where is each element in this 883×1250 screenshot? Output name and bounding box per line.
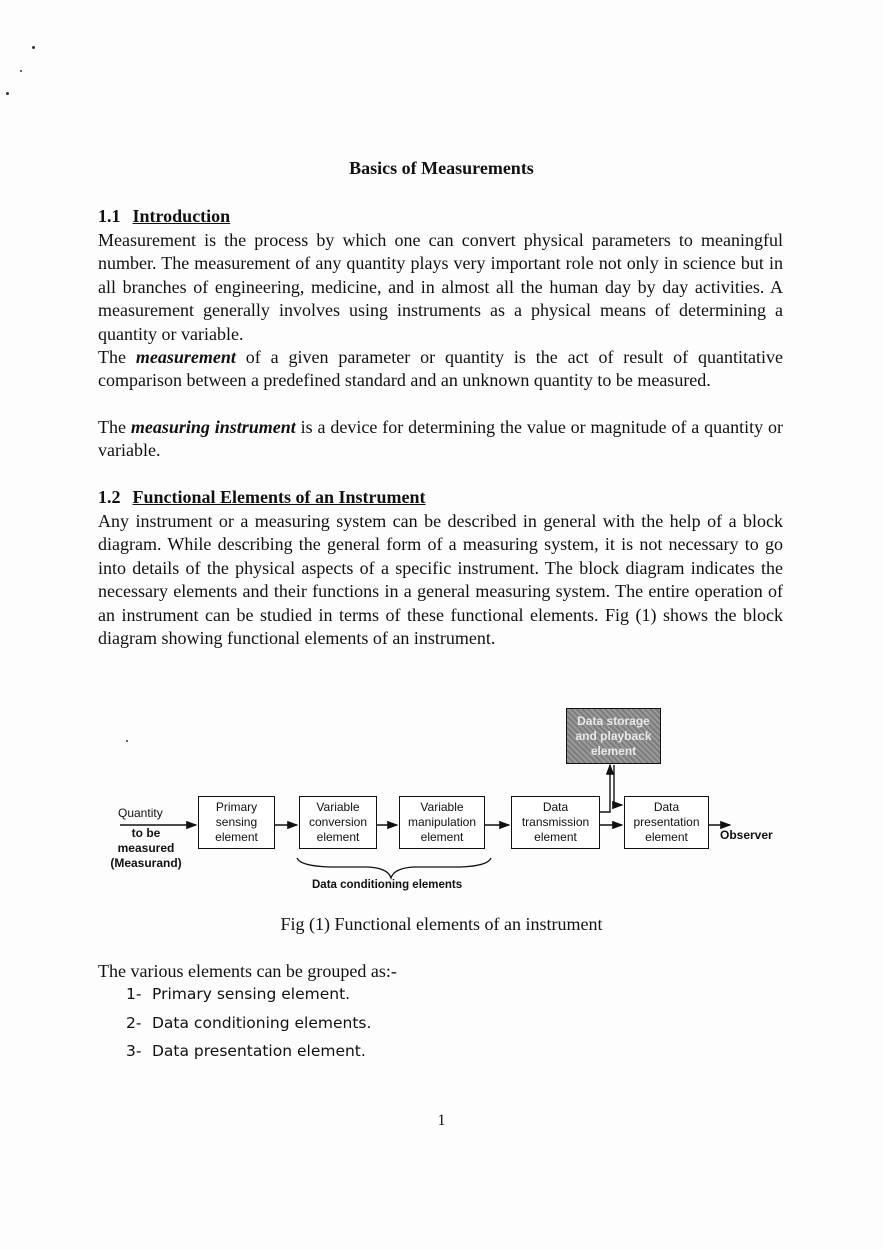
scan-speck: [32, 46, 35, 49]
list-item: 1- Primary sensing element.: [126, 985, 351, 1003]
primary-sensing-block: Primary sensing element: [198, 796, 275, 849]
section-title: Introduction: [132, 206, 231, 226]
storage-up-link: [600, 765, 610, 812]
input-label-quantity: Quantity: [118, 806, 163, 820]
conditioning-brace: [297, 858, 491, 878]
section-title: Functional Elements of an Instrument: [132, 487, 426, 507]
observer-label: Observer: [720, 828, 773, 842]
section-number: 1.2: [98, 487, 121, 507]
figure-caption: Fig (1) Functional elements of an instrument: [280, 914, 603, 934]
measuring-instrument-term: measuring instrument: [130, 417, 296, 437]
list-intro: The various elements can be grouped as:-: [98, 961, 397, 981]
section-heading-functional-elements: [98, 487, 426, 508]
data-presentation-block: Data presentation element: [624, 796, 709, 849]
section-number: 1.1: [98, 206, 121, 226]
data-conditioning-label: Data conditioning elements: [312, 879, 463, 891]
data-storage-block: Data storage and playback element: [566, 708, 661, 764]
scan-speck: [6, 92, 9, 95]
element-group-list: [126, 985, 371, 1071]
list-item: 2- Data conditioning elements.: [126, 1013, 372, 1032]
list-item: 3- Data presentation element.: [126, 1042, 366, 1060]
data-transmission-block: Data transmission element: [511, 796, 600, 849]
scan-speck: [20, 70, 22, 72]
measurement-term: measurement: [135, 347, 236, 367]
variable-conversion-block: Variable conversion element: [299, 796, 377, 849]
page-number: 1: [437, 1112, 446, 1129]
input-label-measurand: to be measured (Measurand): [110, 826, 182, 870]
variable-manipulation-block: Variable manipulation element: [399, 796, 485, 849]
instrument-definition-paragraph: The measuring instrument is a device for determining the value or magnitude of a quantity or variable.: [98, 417, 784, 461]
functional-elements-paragraph: Any instrument or a measuring system can be described in general with the help of a block diagram. While describing the general form of a measuring system, it is not necessary to go into details of the physical aspects of a specific instrument. The block diagram indicates the necessary elements and their functions in a general measuring system. The entire operation of an instrument can be studied in terms of these functional elements. Fig (1) shows the block diagram showing functional elements of an instrument.: [98, 511, 783, 649]
measurement-definition-paragraph: The measurement of a given parameter or quantity is the act of result of quantitative comparison between a predefined standard and an unknown quantity to be measured.: [98, 347, 783, 391]
section-heading-introduction: [98, 206, 230, 227]
storage-down-link: [614, 765, 622, 805]
intro-paragraph: Measurement is the process by which one can convert physical parameters to meaningful number. The measurement of any quantity plays very important role not only in science but in all branches of engineering, medicine, and in almost all the human day by day activities. A measurement generally involves using instruments as a physical means of determining a quantity or variable.: [98, 230, 783, 344]
document-title: Basics of Measurements: [349, 158, 534, 178]
block-diagram: [100, 700, 800, 900]
